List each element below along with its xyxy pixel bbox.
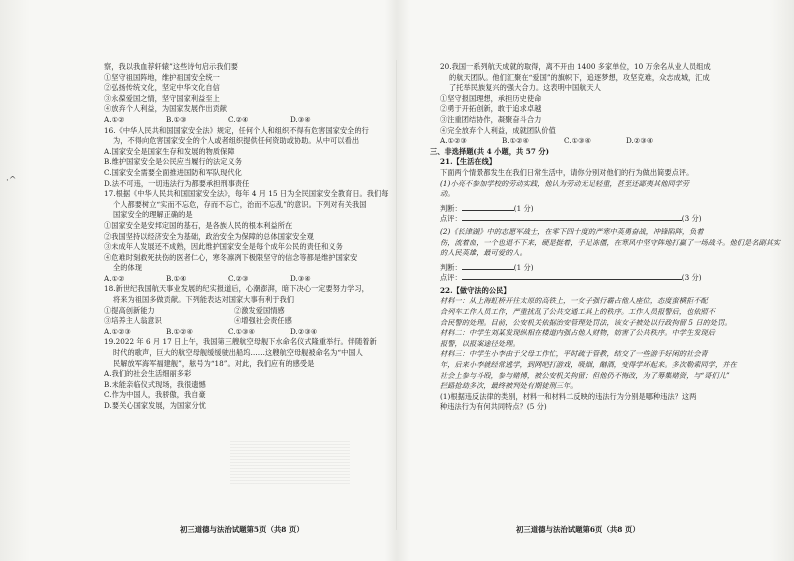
options-18: [104, 327, 400, 338]
option: A.①②③: [104, 326, 132, 336]
text-line: ④完全放弃个人利益，成就团队价值: [440, 125, 556, 135]
text-line: 伤，流着血，一个也退不下来，硬是挺着，手足冻僵，在寒风中坚守阵地打赢了一场战斗。他们是名副其实: [440, 237, 781, 247]
text-line: ②勇于开拓创新，敢于追求卓越: [440, 104, 542, 114]
scenario-1: (1)小亮不参加学校的劳动实践，他认为劳动无足轻重，甚至还鄙夷其他同学劳: [440, 178, 690, 188]
section-heading: 三、非选择题(共 4 小题，共 57 分): [430, 146, 550, 156]
option: C.①③④: [228, 326, 256, 336]
option: C.②③: [228, 273, 249, 283]
options-17: [104, 274, 400, 285]
choice: ④增强社会责任感: [234, 316, 292, 326]
judgement-label: 判断：: [440, 203, 462, 213]
option: C.作为中国人，我骄傲，我自豪: [104, 390, 206, 400]
text-line: 了托举民族复兴的强大合力。这表明中国航天人: [449, 83, 601, 93]
option: D.②③④: [290, 326, 318, 336]
option: A.我们的社会生活细丽多彩: [104, 369, 192, 379]
option: A.①②: [104, 114, 125, 124]
question-17: 17.根据《中华人民共和国国家安全法》，每年 4 月 15 日为全民国家安全教育日。我们每: [104, 189, 389, 199]
comment-row: [440, 213, 738, 224]
text-line: 动。: [440, 189, 455, 199]
answer-blank[interactable]: [462, 213, 682, 221]
margin-mark: ·^: [6, 176, 17, 186]
option: B.维护国家安全是公民应当履行的法定义务: [104, 157, 242, 167]
option: C.①③④: [564, 136, 592, 146]
option: D.法不可违，一切违法行为都要承担刑事责任: [104, 178, 250, 188]
text-line: ①国家安全是安邦定国的基石，是各族人民的根本利益所在: [104, 220, 293, 230]
choices-row: [104, 316, 400, 327]
text-line: 国家安全的理解正确的是: [113, 210, 193, 220]
text-line: 报警，以报案途径处理。: [440, 338, 520, 348]
option: B.①②④: [502, 136, 530, 146]
score: (3 分): [681, 273, 702, 283]
text-line: 的人民英雄，最可爱的人。: [440, 248, 527, 258]
option: D.要关心国家发展，为国家分忧: [104, 401, 206, 410]
option: D.③④: [290, 273, 311, 283]
text-line: ③永葆爱国之情，坚守国家利益至上: [104, 93, 220, 103]
option: D.③④: [290, 114, 311, 124]
comment-label: 点评：: [440, 214, 462, 224]
option: C.国家安全需要全面推进国防和军队现代化: [104, 167, 242, 177]
option: B.①④: [166, 273, 187, 283]
question-20: 20.我国一系列航天成就的取得，离不开由 1400 多家单位，10 万余名从业人员组成: [440, 62, 711, 71]
text-line: 拦路抢劫多次，最终被判处有期徒刑三年。: [440, 381, 578, 391]
options-20: [440, 136, 738, 147]
text-line: ③未成年人发展还不成熟，因此维护国家安全是每个成年公民的责任和义务: [104, 242, 343, 252]
text-line: 全的体现: [113, 263, 142, 273]
question-21-title: 21.【生活在线】: [440, 157, 497, 167]
score: (1 分): [513, 262, 534, 272]
judgement-row: [440, 262, 738, 273]
text-line: ②弘扬传统文化，坚定中华文化自信: [104, 83, 220, 93]
text-line: ③注重团结协作，凝聚奋斗合力: [440, 114, 542, 124]
options-15: [104, 115, 400, 126]
text-line: 种违法行为有何共同特点？(5 分): [440, 402, 547, 412]
comment-label: 点评：: [440, 273, 462, 283]
option: B.①③: [166, 114, 187, 124]
judgement-row: [440, 203, 738, 214]
question-22-1: (1)根据违反法律的类别，材料一和材料二反映的违法行为分别是哪种违法？这两: [440, 391, 697, 401]
choice: ②激发爱国情感: [234, 305, 285, 315]
text-line: 个人都要树立“实而不忘危，存而不忘亡，治而不忘乱”的意识。下列对有关我国: [113, 199, 367, 209]
text-line: 为，不得向危害国家安全的个人或者组织提供任何资助或协助。从中可以看出: [113, 136, 360, 146]
question-16: 16.《中华人民共和国国家安全法》规定，任何个人和组织不得有危害国家安全的行: [104, 125, 369, 135]
text-line: 合列车工作人员工作，严重扰乱了公共交通工具上的秩序。工作人员报警后，也依照不: [440, 307, 716, 317]
text-line: 合民警的处理。目前，公安机关依据治安管理处罚法，该女子被处以行政拘留 5 日的处罚。: [440, 317, 732, 327]
option: B.未能亲临仪式现场，我很遗憾: [104, 379, 206, 389]
question-19: 19.2022 年 6 月 17 日上午，我国第三艘航空母舰下水命名仪式隆重举行。伴随着新: [104, 337, 377, 347]
option: D.②③④: [626, 136, 654, 146]
option: A.国家安全是国家生存和发展的物质保障: [104, 146, 235, 156]
text-line: 时代的歌声，巨大的航空母舰缓缓驶出船坞……这艘航空母舰被命名为“中国人: [113, 348, 363, 358]
left-page: [104, 62, 400, 412]
judgement-label: 判断：: [440, 262, 462, 272]
text-line: ④放弃个人利益，为国家发展作出贡献: [104, 104, 228, 114]
answer-blank[interactable]: [462, 262, 514, 270]
option: A.①②③: [440, 136, 468, 146]
choices-row: [104, 306, 400, 317]
score: (1 分): [513, 203, 534, 213]
scenario-2: (2)《长津湖》中的志愿军战士，在零下四十度的严寒中英勇奋战，冲锋陷阵，负着: [440, 226, 704, 236]
material-1: 材料一：从上海虹桥开往太原的高铁上，一女子强行霸占他人座位，态度蛮横拒不配: [440, 296, 708, 306]
text-line: ②我国坚持以经济安全为基础，政治安全为保障的总体国家安全观: [104, 231, 314, 241]
question-18: 18.新世纪我国航天事业发展的纪实报道后，心潮澎湃，暗下决心一定要努力学习，: [104, 284, 369, 294]
choice: ③培养主人翁意识: [104, 316, 162, 326]
text-line: ①坚守祖国阵地，维护祖国安全统一: [104, 72, 220, 82]
text-line: 察，我以我血荐轩辕”这些诗句启示我们要: [104, 62, 239, 71]
text-line: 下面两个情景都发生在我们日常生活中，请你分别对他们的行为做出简要点评。: [440, 167, 694, 177]
text-line: 年，后来小李就经常逃学，到网吧打游戏，吸烟，酗酒，变得学坏起来。多次勒索同学，并在: [440, 360, 737, 370]
text-line: 将来为祖国多做贡献。下列能表达对国家大事有利于我们: [113, 295, 294, 305]
option: B.①②④: [166, 326, 194, 336]
answer-blank[interactable]: [462, 203, 514, 211]
text-line: ①坚守报国理想，承担历史使命: [440, 93, 542, 103]
question-22-title: 22.【做守法的公民】: [440, 285, 511, 295]
text-line: 的航天团队。他们汇聚在“爱国”的旗帜下，追逐梦想，攻坚克难，众志成城，汇成: [449, 72, 710, 82]
text-line: ④危难时刻救死扶伤的医者仁心，寒冬凛冽下极限坚守的信念等都是维护国家安: [104, 252, 358, 262]
score: (3 分): [681, 214, 702, 224]
option: A.①②: [104, 273, 125, 283]
text-line: 社会上参与斗殴，参与赌博，被公安机关拘留；但他仍不悔改，为了筹集赌资，与“哥们儿”: [440, 370, 730, 380]
answer-blank[interactable]: [462, 272, 682, 280]
right-page: [430, 62, 781, 413]
choice: ①提高创新能力: [104, 305, 155, 315]
material-3: 材料三：中学生小李由于父母工作忙，平时疏于管教，结交了一些游手好闲的社会青: [440, 349, 708, 359]
comment-row: [440, 272, 738, 283]
scan-smudge: [230, 440, 350, 484]
option: C.②④: [228, 114, 249, 124]
page-footer-right: 初三道德与法治试题第6页（共8 页）: [516, 525, 640, 534]
page-footer-left: 初三道德与法治试题第5页（共8 页）: [180, 525, 304, 534]
material-2: 材料二：中学生刘某发现纵相在楼道内强占他人财物，妨害了公共秩序。中学生发现后: [440, 328, 716, 338]
text-line: 民解放军海军福建舰”，舷号为“18”。对此，我们应有的感受是: [113, 358, 315, 368]
